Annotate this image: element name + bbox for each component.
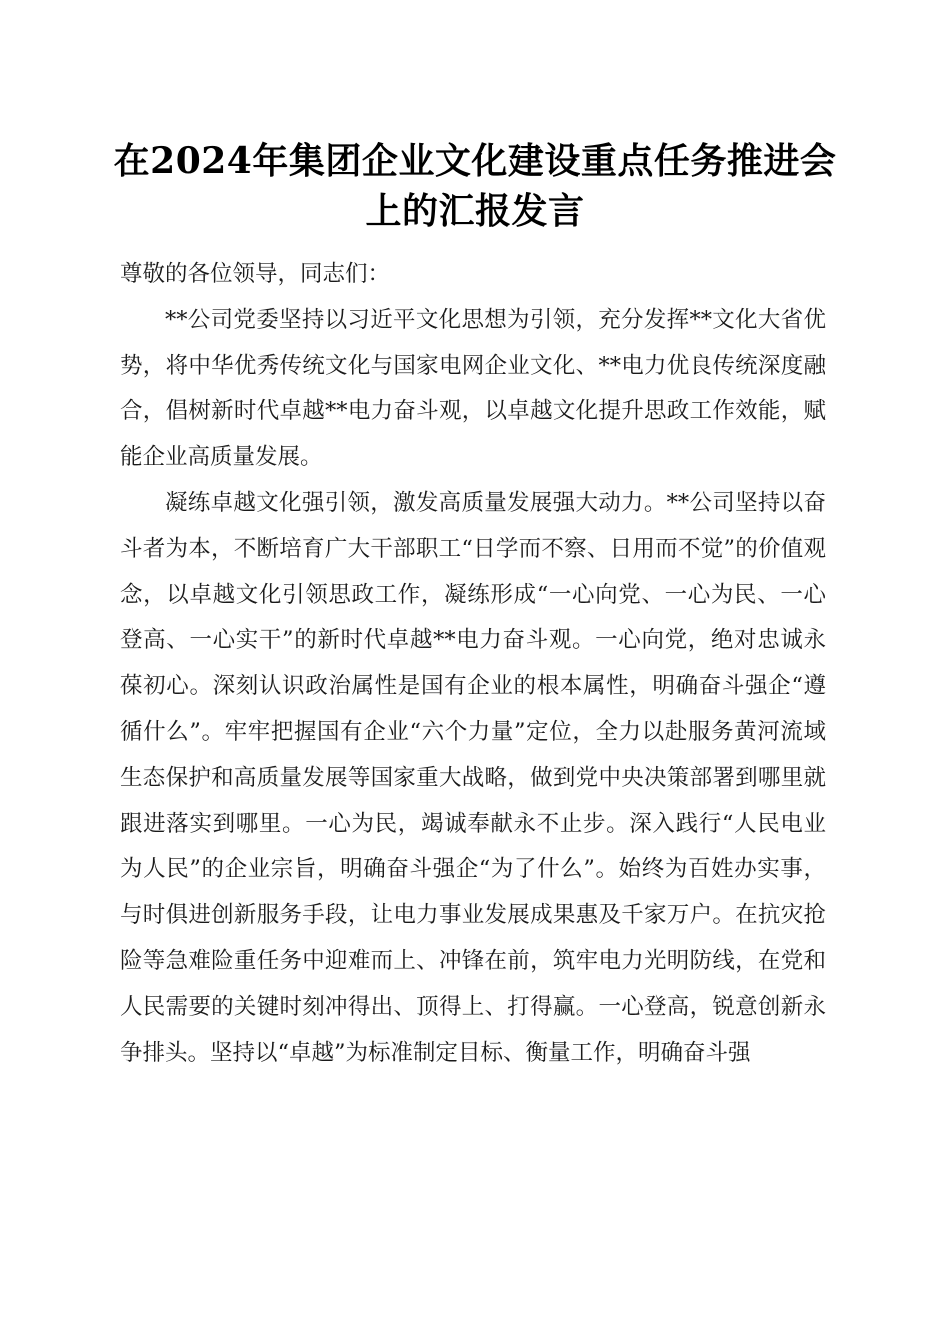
- document-title: [95, 136, 855, 236]
- title-line-1: 在2024年集团企业文化建设重点任务推进会: [113, 140, 837, 182]
- paragraph-culture: 凝练卓越文化强引领，激发高质量发展强大动力。**公司坚持以奋斗者为本，不断培育广大干部职工“日学而不察、日用而不觉”的价值观念，以卓越文化引领思政工作，凝练形成“一心向党、一心为民、一心登高、一心实干”的新时代卓越**电力奋斗观。一心向党，绝对忠诚永葆初心。深刻认识政治属性是国有企业的根本属性，明确奋斗强企“遵循什么”。牢牢把握国有企业“六个力量”定位，全力以赴服务黄河流域生态保护和高质量发展等国家重大战略，做到党中央决策部署到哪里就跟进落实到哪里。一心为民，竭诚奉献永不止步。深入践行“人民电业为人民”的企业宗旨，明确奋斗强企“为了什么”。始终为百姓办实事，与时俱进创新服务手段，让电力事业发展成果惠及千家万户。在抗灾抢险等急难险重任务中迎难而上、冲锋在前，筑牢电力光明防线，在党和人民需要的关键时刻冲得出、顶得上、打得赢。一心登高，锐意创新永争排头。坚持以“卓越”为标准制定目标、衡量工作，明确奋斗强: [120, 489, 826, 1066]
- title-line-2: 上的汇报发言: [365, 190, 585, 232]
- document-body: [120, 252, 826, 1076]
- salutation: 尊敬的各位领导，同志们：: [120, 261, 391, 287]
- paragraph-intro: **公司党委坚持以习近平文化思想为引领，充分发挥**文化大省优势，将中华优秀传统文化与国家电网企业文化、**电力优良传统深度融合，倡树新时代卓越**电力奋斗观，以卓越文化提升思政工作效能，赋能企业高质量发展。: [120, 306, 826, 471]
